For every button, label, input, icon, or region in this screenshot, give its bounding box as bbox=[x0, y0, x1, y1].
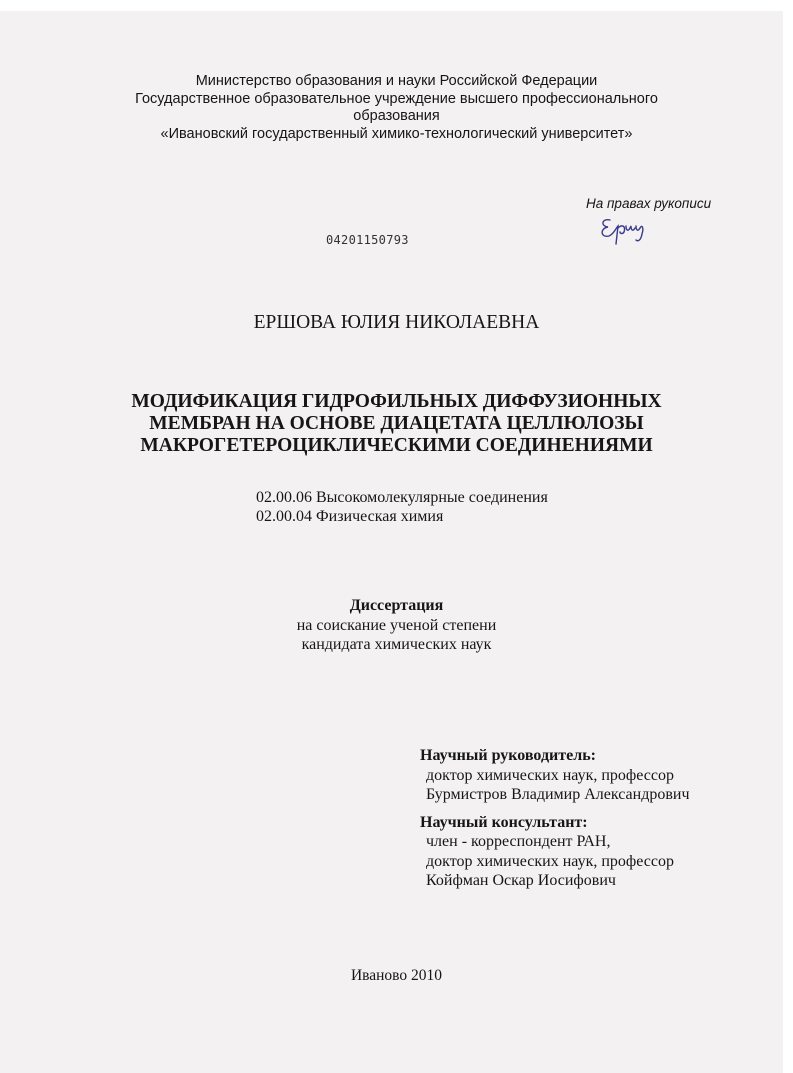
title-line-1: МОДИФИКАЦИЯ ГИДРОФИЛЬНЫХ ДИФФУЗИОННЫХ bbox=[131, 391, 662, 412]
consultant-role: Научный консультант: bbox=[420, 813, 588, 831]
scanned-page bbox=[0, 11, 783, 1073]
specialty-1: 02.00.06 Высокомолекулярные соединения bbox=[256, 489, 548, 506]
advisors-block bbox=[420, 746, 690, 891]
degree-line-1: на соискание ученой степени bbox=[296, 616, 497, 634]
inventory-number: 04201150793 bbox=[326, 233, 409, 247]
university-name: «Ивановский государственный химико-технологический университет» bbox=[160, 125, 633, 142]
institution-type-line: Государственное образовательное учреждение высшего профессионального bbox=[135, 90, 658, 107]
degree-line-2: кандидата химических наук bbox=[301, 636, 492, 653]
consultant-membership: член - корреспондент РАН, bbox=[426, 833, 611, 850]
ministry-line: Министерство образования и науки Российской Федерации bbox=[195, 73, 598, 89]
title-line-3: МАКРОГЕТЕРОЦИКЛИЧЕСКИМИ СОЕДИНЕНИЯМИ bbox=[140, 435, 653, 456]
consultant-degree: доктор химических наук, профессор bbox=[426, 852, 674, 870]
signature-icon bbox=[596, 214, 656, 248]
degree-statement bbox=[0, 596, 793, 655]
specialty-codes bbox=[256, 488, 548, 526]
author-name: ЕРШОВА ЮЛИЯ НИКОЛАЕВНА bbox=[253, 312, 540, 333]
dissertation-title bbox=[0, 391, 793, 457]
supervisor-degree: доктор химических наук, профессор bbox=[426, 766, 674, 784]
manuscript-rights-note: На правах рукописи bbox=[586, 196, 712, 211]
title-line-2: МЕМБРАН НА ОСНОВЕ ДИАЦЕТАТА ЦЕЛЛЮЛОЗЫ bbox=[149, 413, 644, 434]
dissertation-label: Диссертация bbox=[349, 597, 444, 614]
institution-type-line-cont: образования bbox=[353, 108, 440, 124]
institution-header bbox=[0, 73, 793, 143]
place-and-year: Иваново 2010 bbox=[350, 967, 443, 984]
supervisor-name: Бурмистров Владимир Александрович bbox=[426, 786, 690, 803]
specialty-2: 02.00.04 Физическая химия bbox=[256, 508, 444, 525]
supervisor-role: Научный руководитель: bbox=[420, 747, 596, 764]
consultant-name: Койфман Оскар Иосифович bbox=[426, 872, 616, 889]
